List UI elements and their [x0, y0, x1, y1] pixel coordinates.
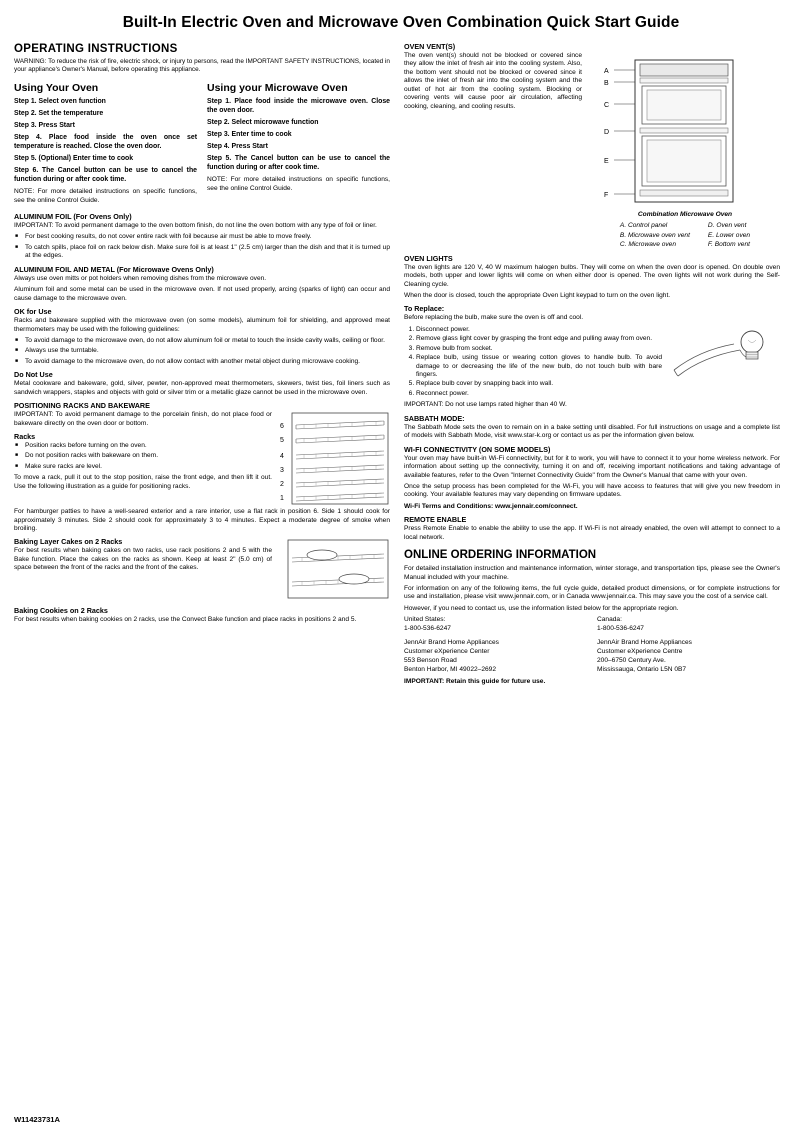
- ordered-step: 4. Replace bulb, using tissue or wearing cotton gloves to handle bulb. To avoid damage to or decreasing the life of the new bulb, do not touch bulb with bare fingers.: [416, 354, 780, 379]
- contact-phone[interactable]: 1-800-536-6247: [597, 625, 644, 633]
- layer-cake-rack-illustration: [278, 538, 390, 600]
- legend-item: C. Microwave oven: [619, 241, 676, 249]
- aluminum-foil-heading: ALUMINUM FOIL (For Ovens Only): [14, 212, 132, 221]
- racks-move-text: To move a rack, pull it out to the stop position, raise the front edge, and then lift it out. Use the following illustration as a guide for positioning racks.: [14, 474, 272, 490]
- legend-item: B. Microwave oven vent: [619, 231, 690, 239]
- rack-number: 4: [280, 453, 284, 461]
- racks-subheading: Racks: [14, 432, 36, 441]
- list-item: ■ Position racks before turning on the oven.: [25, 442, 390, 450]
- contact-line: JennAir Brand Home Appliances: [597, 639, 692, 647]
- wifi-para: Once the setup process has been completed for the Wi-Fi, you will have access to features that will give you new freedom in cooking. Your available features may vary depending on firmware updates.: [404, 482, 780, 499]
- contact-phone[interactable]: 1-800-536-6247: [404, 625, 451, 633]
- using-your-oven-block: [14, 77, 197, 208]
- list-item: ■ To avoid damage to the microwave oven, do not allow contact with another metal object during microwave cooking.: [25, 358, 390, 366]
- list-item: ■ To catch spills, place foil on rack below dish. Make sure foil is at least 1" (2.5 cm) larger than the dish and that it is turned up at the edges.: [25, 244, 390, 261]
- positioning-racks-heading: POSITIONING RACKS AND BAKEWARE: [14, 401, 150, 411]
- callout-b: B: [604, 80, 609, 87]
- rack-number: 2: [280, 481, 284, 489]
- contact-line: 553 Benson Road: [404, 656, 457, 664]
- ok-for-use-heading: OK for Use: [14, 307, 52, 317]
- contact-line: Benton Harbor, MI 49022–2692: [404, 665, 497, 673]
- using-your-oven-heading: Using Your Oven: [14, 82, 99, 95]
- left-column: [14, 40, 390, 689]
- retain-guide-important: IMPORTANT: Retain this guide for future use.: [404, 677, 546, 685]
- ok-for-use-bullets: [14, 337, 390, 366]
- rack-number: 5: [280, 437, 284, 445]
- combination-oven-figure: [590, 52, 780, 250]
- right-column: [404, 40, 780, 689]
- oven-step: Step 6. The Cancel button can be use to cancel the function during or after cook time.: [14, 167, 197, 184]
- ordering-para: For detailed installation instruction and maintenance information, winter storage, and transportation tips, please see the Owner's Manual included with your machine.: [404, 565, 780, 581]
- bulb-replacement-steps: [404, 326, 780, 399]
- rack-number: 1: [280, 495, 284, 503]
- callout-f: F: [604, 192, 609, 199]
- contact-line: JennAir Brand Home Appliances: [404, 639, 499, 647]
- callout-d: D: [604, 129, 610, 136]
- legend-item: D. Oven vent: [707, 222, 747, 229]
- legend-item: A. Control panel: [619, 222, 668, 229]
- list-item: ■ Do not position racks with bakeware on them.: [25, 452, 390, 460]
- using-your-oven-steps: [14, 98, 197, 185]
- remote-enable-heading: REMOTE ENABLE: [404, 515, 467, 525]
- legend-item: E. Lower oven: [707, 231, 751, 239]
- sabbath-mode-heading: SABBATH MODE:: [404, 413, 465, 423]
- figure-caption: Combination Microwave Oven: [637, 211, 733, 218]
- do-not-use-heading: Do Not Use: [14, 370, 53, 380]
- warning-text: WARNING: To reduce the risk of fire, electric shock, or injury to persons, read the IMPORTANT SAFETY INSTRUCTIONS, located in your appliance's Owner's Manual, before operating this appliance.: [14, 58, 390, 74]
- baking-cookies-heading: Baking Cookies on 2 Racks: [14, 606, 108, 616]
- contact-region: United States:: [404, 616, 446, 624]
- foil-and-metal-heading: ALUMINUM FOIL AND METAL (For Microwave Ovens Only): [14, 264, 214, 274]
- list-item: ■ Always use the turntable.: [25, 347, 390, 355]
- ordered-step: 1. Disconnect power.: [416, 326, 780, 334]
- contact-line: 200–6750 Century Ave.: [597, 656, 666, 664]
- online-ordering-heading: ONLINE ORDERING INFORMATION: [404, 549, 597, 562]
- ordered-step: 3. Remove bulb from socket.: [416, 345, 780, 353]
- microwave-step: Step 4. Press Start: [207, 143, 268, 151]
- hamburger-patties-text: For hamburger patties to have a well-seared exterior and a rare interior, use a flat rack in position 6. Side 1 should cook for approximately 3 minutes. Side 2 should cook for approximately 3 to 4 minutes. Expect a moderate degree of smoke when broiling.: [14, 508, 390, 532]
- figure-legend: [590, 221, 780, 250]
- microwave-step: Step 5. The Cancel button can be use to cancel the function during or after cook time.: [207, 155, 390, 172]
- ordering-para: For information on any of the following items, the full cycle guide, detailed product dimensions, or for complete instructions for use and installation, please visit www.jennair.com, or in Canada www.jennair.ca. This may save you the cost of a service call.: [404, 585, 780, 601]
- part-number: W11423731A: [14, 1115, 61, 1124]
- aluminum-foil-bullets: [14, 233, 390, 260]
- oven-step: Step 1. Select oven function: [14, 98, 106, 106]
- contact-line: Mississauga, Ontario L5N 0B7: [597, 665, 687, 673]
- baking-layer-cakes-text: For best results when baking cakes on two racks, use rack positions 2 and 5 with the Bake function. Place the cakes on the racks as shown. Keep at least 2" (5.0 cm) of space between the front of the racks and the front of the cakes.: [14, 547, 272, 572]
- microwave-step: Step 3. Enter time to cook: [207, 131, 292, 139]
- wifi-terms: Wi-Fi Terms and Conditions: www.jennair.com/connect.: [404, 502, 578, 510]
- oven-lights-heading: OVEN LIGHTS: [404, 253, 453, 263]
- baking-cookies-text: For best results when baking cookies on 2 racks, use the Convect Bake function and place racks in positions 2 and 5.: [14, 616, 357, 624]
- foil-and-metal-para: Always use oven mitts or pot holders when removing dishes from the microwave oven.: [14, 274, 267, 282]
- bulb-important: IMPORTANT: Do not use lamps rated higher than 40 W.: [404, 401, 567, 409]
- oven-lights-para: The oven lights are 120 V, 40 W maximum halogen bulbs. They will come on when the oven door is opened. On double oven models, both upper and lower lights will come on when either door is opened. The oven lights will not work during the Self-Cleaning cycle.: [404, 263, 780, 288]
- oven-usage-columns: [14, 77, 390, 208]
- baking-layer-cakes-heading: Baking Layer Cakes on 2 Racks: [14, 537, 123, 547]
- rack-number: 6: [280, 423, 284, 431]
- aluminum-foil-important: IMPORTANT: To avoid permanent damage to the oven bottom finish, do not line the oven bottom with any type of foil or liner.: [14, 222, 377, 229]
- using-your-microwave-heading: Using your Microwave Oven: [207, 82, 348, 95]
- page-title: Built-In Electric Oven and Microwave Oven Combination Quick Start Guide: [122, 14, 680, 31]
- list-item: ■ Make sure racks are level.: [25, 463, 390, 471]
- ordered-step: 6. Reconnect power.: [416, 390, 780, 398]
- to-replace-heading: To Replace:: [404, 304, 445, 314]
- page: [0, 14, 802, 1148]
- using-your-microwave-block: [207, 77, 390, 208]
- sabbath-mode-text: The Sabbath Mode sets the oven to remain on in a bake setting until disabled. For full instructions on usage and a complete list of models with Sabbath Mode, visit www.star-k.org or contact us as per the information given below.: [404, 423, 780, 440]
- oven-note: NOTE: For more detailed instructions on specific functions, see the online Control Guide.: [14, 188, 197, 204]
- foil-and-metal-para: Aluminum foil and some metal can be used in the microwave oven. If not used properly, arcing (sparks of light) can occur and cause damage to the microwave oven.: [14, 286, 390, 302]
- callout-a: A: [604, 68, 609, 75]
- operating-instructions-heading: OPERATING INSTRUCTIONS: [14, 43, 178, 55]
- callout-e: E: [604, 158, 609, 165]
- rack-number: 3: [280, 467, 284, 475]
- two-column-layout: [0, 40, 802, 689]
- contact-canada: [597, 616, 780, 674]
- oven-step: Step 4. Place food inside the oven once set temperature is reached. Close the oven door.: [14, 134, 197, 151]
- ordered-step: 2. Remove glass light cover by grasping the front edge and pulling away from oven.: [416, 335, 780, 343]
- oven-step: Step 2. Set the temperature: [14, 110, 104, 118]
- racks-bullets: [14, 442, 390, 471]
- wifi-heading: WI-FI CONNECTIVITY (ON SOME MODELS): [404, 444, 551, 454]
- microwave-step: Step 1. Place food inside the microwave oven. Close the oven door.: [207, 98, 390, 115]
- contact-info: [404, 616, 780, 674]
- ok-for-use-intro: Racks and bakeware supplied with the microwave oven (on some models), aluminum foil for shielding, and approved meat thermometers may be used with the following guidelines:: [14, 317, 390, 333]
- oven-step: Step 5. (Optional) Enter time to cook: [14, 155, 134, 163]
- oven-vents-text: The oven vent(s) should not be blocked or covered since they allow the inlet of fresh air into the cooling system. Also, the bottom vent should not be blocked or covered since it allows the inlet of fresh air into the cooling system and the outlet of hot air from the cooling system. Blocking or covering vents will cause poor air circulation, affecting cooking, cleaning, and cooling results.: [404, 52, 582, 110]
- microwave-steps: [207, 98, 390, 173]
- contact-line: Customer eXperience Centre: [597, 648, 683, 655]
- oven-step: Step 3. Press Start: [14, 122, 75, 130]
- ordering-para: However, if you need to contact us, use the information listed below for the appropriate region.: [404, 604, 679, 612]
- microwave-note: NOTE: For more detailed instructions on specific functions, see the online Control Guide.: [207, 176, 390, 192]
- racks-important: IMPORTANT: To avoid permanent damage to the porcelain finish, do not place food or bakeware directly on the oven door or bottom.: [14, 411, 272, 427]
- contact-line: Customer eXperience Center: [404, 648, 490, 655]
- legend-item: F. Bottom vent: [707, 241, 750, 249]
- list-item: ■ For best cooking results, do not cover entire rack with foil because air must be able to move freely.: [25, 233, 390, 241]
- callout-c: C: [604, 102, 610, 109]
- to-replace-intro: Before replacing the bulb, make sure the oven is off and cool.: [404, 314, 584, 322]
- oven-lights-para: When the door is closed, touch the appropriate Oven Light keypad to turn on the oven light.: [404, 291, 671, 299]
- contact-united-states: [404, 616, 587, 674]
- microwave-step: Step 2. Select microwave function: [207, 119, 319, 127]
- contact-region: Canada:: [597, 616, 622, 624]
- remote-enable-text: Press Remote Enable to enable the ability to use the app. If Wi-Fi is not already enabled, the oven will attempt to connect to a local network.: [404, 525, 780, 541]
- ordered-step: 5. Replace bulb cover by snapping back into wall.: [416, 380, 780, 388]
- list-item: ■ To avoid damage to the microwave oven, do not allow aluminum foil or metal to touch the inside cavity walls, ceiling or floor.: [25, 337, 390, 345]
- wifi-para: Your oven may have built-in Wi-Fi connectivity, but for it to work, you will have to connect it to your home wireless network. For information about setting up the connectivity, turning it on and off, receiving important notifications and taking advantage of available features, refer to the Oven "Internet Connectivity Guide" from the Owner's Manual that came with your oven.: [404, 454, 780, 479]
- do-not-use-text: Metal cookware and bakeware, gold, silver, pewter, non-approved meat thermometers, skewers, twist ties, foil liners such as sandwich wrappers, staples and objects with gold or silver trim or a metallic glaze cannot be used in the microwave oven.: [14, 380, 390, 396]
- oven-vents-heading: OVEN VENT(S): [404, 42, 456, 51]
